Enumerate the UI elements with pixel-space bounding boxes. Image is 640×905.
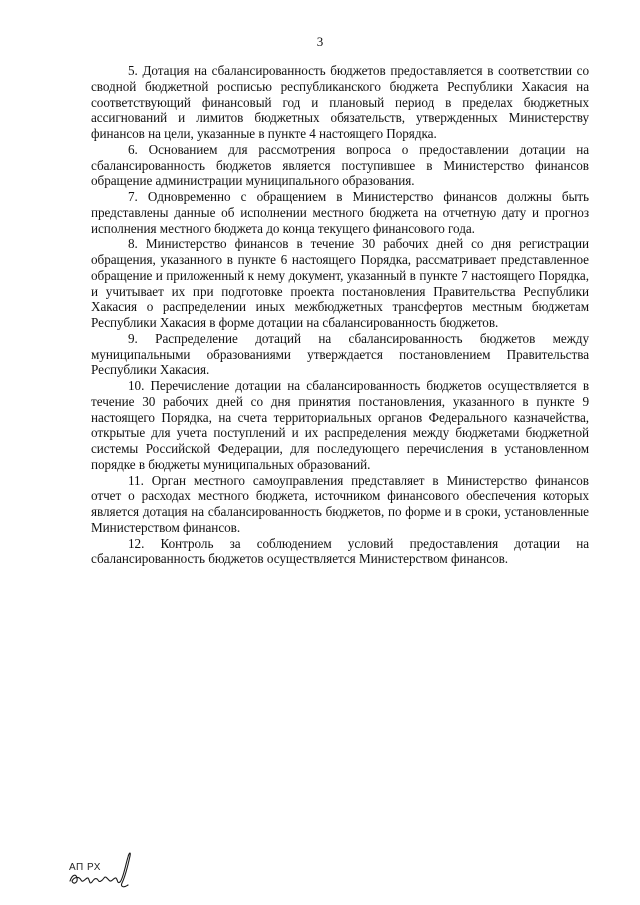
handwritten-signature	[62, 847, 142, 891]
paragraph-10: 10. Перечисление дотации на сбалансированность бюджетов осуществляется в течение 30 рабочих дней со дня принятия постановления, указанного в пункте 9 настоящего Порядка, на счета территориальных органов Федерального казначейства, открытые для учета поступлений и их распределения между бюджетами бюджетной системы Российской Федерации, для последующего перечисления в установленном порядке в бюджеты муниципальных образований.	[91, 378, 589, 472]
paragraph-8: 8. Министерство финансов в течение 30 рабочих дней со дня регистрации обращения, указанного в пункте 6 настоящего Порядка, рассматривает представленное обращение и приложенный к нему документ, указанный в пункте 7 настоящего Порядка, и учитывает их при подготовке проекта постановления Правительства Республики Хакасия о распределении иных межбюджетных трансфертов местным бюджетам Республики Хакасия в форме дотации на сбалансированность бюджетов.	[91, 236, 589, 330]
paragraph-11: 11. Орган местного самоуправления представляет в Министерство финансов отчет о расходах местного бюджета, источником финансового обеспечения которых является дотация на сбалансированность бюджетов, по форме и в сроки, установленные Министерством финансов.	[91, 472, 589, 535]
paragraph-6: 6. Основанием для рассмотрения вопроса о предоставлении дотации на сбалансированность бюджетов является поступившее в Министерство финансов обращение администрации муниципального образования.	[91, 141, 589, 189]
paragraph-9: 9. Распределение дотаций на сбалансированность бюджетов между муниципальными образованиями утверждается постановлением Правительства Республики Хакасия.	[91, 330, 589, 378]
footer-office-mark: АП РХ	[69, 862, 101, 873]
document-body	[91, 63, 589, 567]
paragraph-12: 12. Контроль за соблюдением условий предоставления дотации на сбалансированность бюджетов осуществляется Министерством финансов.	[91, 535, 589, 567]
paragraph-7: 7. Одновременно с обращением в Министерство финансов должны быть представлены данные об исполнении местного бюджета на отчетную дату и прогноз исполнения местного бюджета до конца текущего финансового года.	[91, 189, 589, 236]
page-number: 3	[316, 34, 324, 49]
paragraph-5: 5. Дотация на сбалансированность бюджетов предоставляется в соответствии со сводной бюджетной росписью республиканского бюджета Республики Хакасия на соответствующий финансовый год и плановый период в пределах бюджетных ассигнований и лимитов бюджетных обязательств, утвержденных Министерству финансов на цели, указанные в пункте 4 настоящего Порядка.	[91, 63, 589, 141]
